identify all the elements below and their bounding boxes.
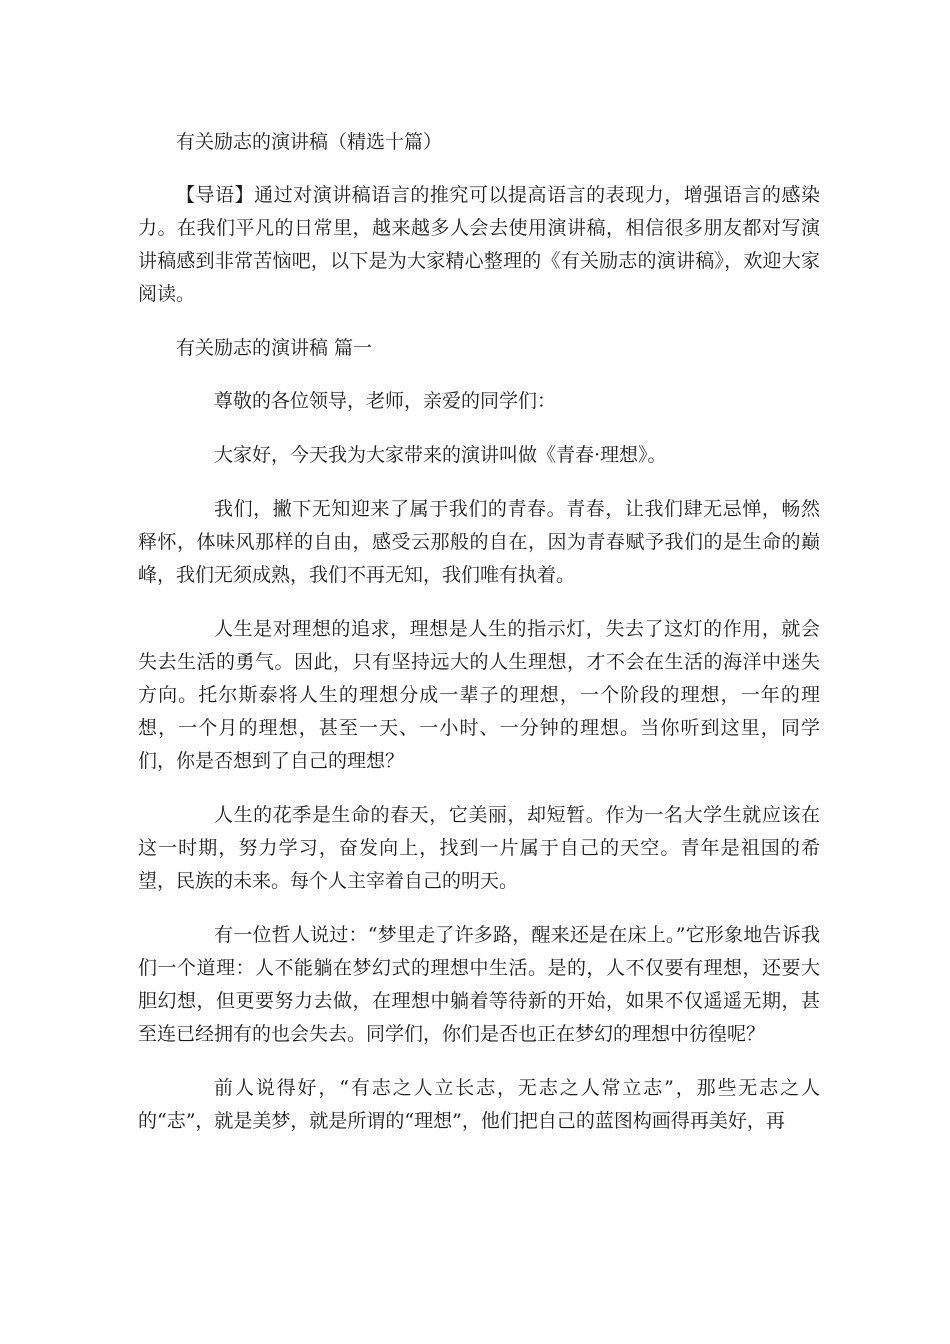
section-title: 有关励志的演讲稿 篇一 (176, 337, 373, 359)
body-paragraph: 人生的花季是生命的春天，它美丽，却短暂。作为一名大学生就应该在这一时期，努力学习，奋发向上，找到一片属于自己的天空。青年是祖国的希望，民族的未来。每个人主宰着自己的明天。 (138, 804, 820, 892)
body-paragraph: 有一位哲人说过：“梦里走了许多路，醒来还是在床上。”它形象地告诉我们一个道理：人不能躺在梦幻式的理想中生活。是的，人不仅要有理想，还要大胆幻想，但更要努力去做，在理想中躺着等待新的开始，如果不仅遥遥无期，甚至连已经拥有的也会失去。同学们，你们是否也正在梦幻的理想中彷徨呢？ (138, 924, 820, 1045)
intro-paragraph: 【导语】通过对演讲稿语言的推究可以提高语言的表现力，增强语言的感染力。在我们平凡的日常里，越来越多人会去使用演讲稿，相信很多朋友都对写演讲稿感到非常苦恼吧，以下是为大家精心整理的《有关励志的演讲稿》，欢迎大家阅读。 (138, 184, 820, 305)
greeting-paragraph: 大家好，今天我为大家带来的演讲叫做《青春·理想》。 (214, 444, 667, 466)
body-paragraph: 我们，撇下无知迎来了属于我们的青春。青春，让我们肆无忌惮，畅然释怀，体味风那样的自由，感受云那般的自在，因为青春赋予我们的是生命的巅峰，我们无须成熟，我们不再无知，我们唯有执着。 (138, 498, 820, 586)
body-paragraph: 人生是对理想的追求，理想是人生的指示灯，失去了这灯的作用，就会失去生活的勇气。因此，只有坚持远大的人生理想，才不会在生活的海洋中迷失方向。托尔斯泰将人生的理想分成一辈子的理想，一个阶段的理想，一年的理想，一个月的理想，甚至一天、一小时、一分钟的理想。当你听到这里，同学们，你是否想到了自己的理想？ (138, 618, 820, 772)
document-page (138, 126, 820, 1159)
body-paragraph: 前人说得好，“有志之人立长志，无志之人常立志”，那些无志之人的“志”，就是美梦，就是所谓的“理想”，他们把自己的蓝图构画得再美好，再 (138, 1077, 820, 1132)
salutation-paragraph: 尊敬的各位领导，老师，亲爱的同学们： (214, 390, 557, 412)
document-title: 有关励志的演讲稿（精选十篇） (176, 131, 443, 153)
